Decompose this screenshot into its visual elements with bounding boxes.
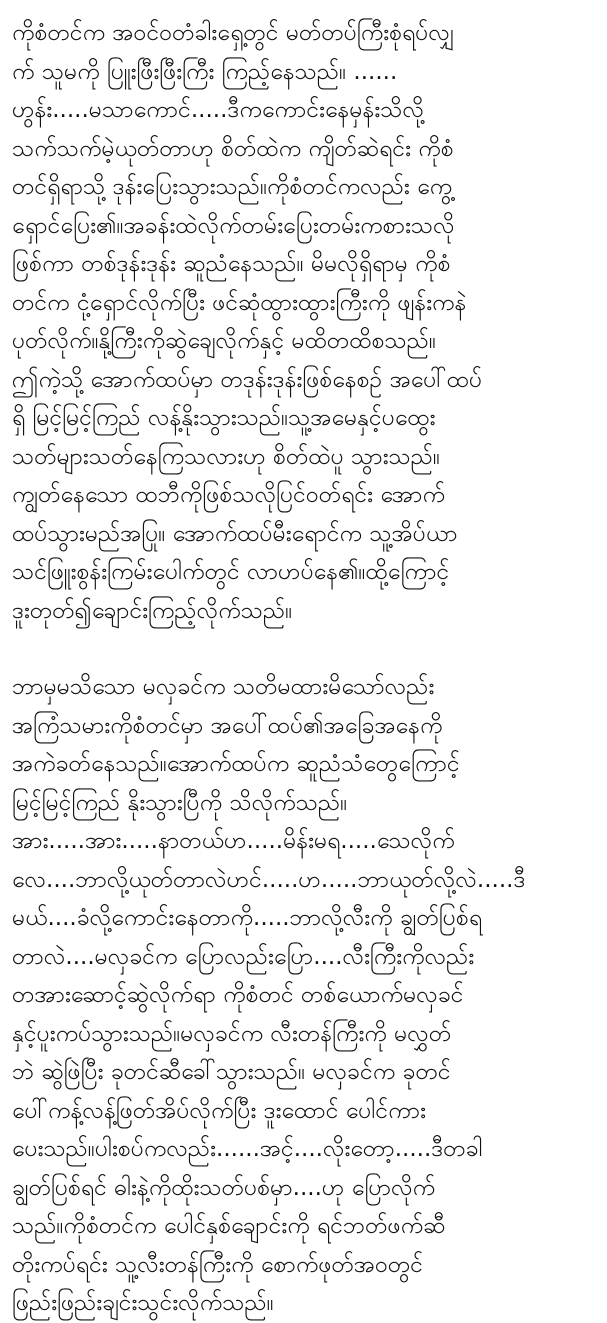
text-line: ဒူးတုတ်၍ချောင်းကြည့်လိုက်သည်။ — [12, 597, 293, 624]
text-line: လေ....ဘာလို့ယုတ်တာလဲဟင်.....ဟ.....ဘာယုတ်လို့လဲ.....ဒီ — [12, 866, 526, 893]
text-line: ထပ်သွားမည်အပြု။ အောက်ထပ်မီးရောင်က သူ့အိပ်ယာ — [12, 520, 458, 547]
paragraph-gap — [12, 630, 595, 668]
text-line: ပုတ်လိုက်။နို့ကြီးကိုဆွဲချေလိုက်နှင့် မထိတထိစသည်။ — [12, 328, 436, 354]
text-line: တင်က ငုံ့ရှောင်လိုက်ပြီး ဖင်ဆုံထွားထွားကြီးကို ဖျန်းကနဲ — [12, 289, 467, 316]
text-line: ရှောင်ပြေး၏။အခန်းထဲလိုက်တမ်းပြေးတမ်းကစားသလို — [12, 212, 455, 239]
text-line: မယ်....ခံလို့ကောင်းနေတာကို.....ဘာလို့လီးကို ချွတ်ပြစ်ရ — [12, 905, 483, 931]
text-line: က် သူမကို ပြူးဖြီးဖြီးကြီး ကြည့်နေသည်။ ...... — [12, 58, 398, 85]
text-line: ဖြည်းဖြည်းချင်းသွင်းလိုက်သည်။ — [12, 1290, 274, 1316]
text-line: မြင့်မြင့်ကြည် နိုးသွားပြီကို သိလိုက်သည်။ — [12, 789, 348, 816]
text-line: ဖြစ်ကာ တစ်ဒုန်းဒုန်း ဆူညံနေသည်။ မိမလိုရှိရာမှ ကိုစံ — [12, 251, 451, 277]
text-line: ရှိ မြင့်မြင့်ကြည် လန့်နိုးသွားသည်။သူ့အမေနှင့်ပထွေး — [12, 405, 436, 431]
text-line: ပေးသည်။ပါးစပ်ကလည်း......အင့်....လိုးတော့.....ဒီတခါ — [12, 1136, 483, 1162]
text-line: သက်သက်မဲ့ယုတ်တာဟု စိတ်ထဲက ကျိတ်ဆဲရင်း ကိုစံ — [12, 135, 454, 162]
text-line: အကြံသမားကိုစံတင်မှာ အပေါ်ထပ်၏အခြေအနေကို — [12, 712, 443, 739]
text-line: သတ်များသတ်နေကြသလားဟု စိတ်ထဲပူ သွားသည်။ — [12, 443, 440, 470]
text-line: အကဲခတ်နေသည်။အောက်ထပ်က ဆူညံသံတွေကြောင့် — [12, 751, 460, 777]
text-line: နှင့်ပူးကပ်သွားသည်။မလှခင်က လီးတန်ကြီးကို မလွှတ် — [12, 1020, 452, 1047]
text-line: ချွတ်ပြစ်ရင် ဓါးနဲ့ကိုထိုးသတ်ပစ်မှာ....ဟု ပြောလိုက် — [12, 1174, 436, 1201]
text-line: သင်ဖြူးစွန်းကြမ်းပေါက်တွင် လာဟပ်နေ၏။ထို့ကြောင့် — [12, 559, 450, 585]
text-line: သည်။ကိုစံတင်က ပေါင်နှစ်ချောင်းကို ရင်ဘတ်ဖက်ဆီ — [12, 1213, 446, 1239]
text-line: ဤကဲ့သို့ အောက်ထပ်မှာ တဒုန်းဒုန်းဖြစ်နေစဉ် အပေါ်ထပ် — [12, 366, 483, 393]
text-line: ကိုစံတင်က အဝင်ဝတံခါးရှေ့တွင် မတ်တပ်ကြီးစုံရပ်လျှ — [12, 20, 455, 46]
text-line: ဘာမှမသိသော မလှခင်က သတိမထားမိသော်လည်း — [12, 674, 435, 700]
text-line: ဘဲ ဆွဲဖြဲပြီး ခုတင်ဆီခေါ်သွားသည်။ မလှခင်က ခုတင် — [12, 1059, 451, 1085]
paragraph-1 — [12, 14, 595, 630]
text-line: ကျွတ်နေသော ထဘီကိုဖြစ်သလိုပြင်ဝတ်ရင်း အောက် — [12, 482, 445, 508]
text-line: အား.....အား.....နာတယ်ဟ.....မိန်းမရ.....သေလိုက် — [12, 828, 455, 854]
text-line: တာလဲ....မလှခင်က ပြောလည်းပြော....လီးကြီးကိုလည်း — [12, 943, 475, 970]
text-line: တင်ရှိရာသို့ ဒုန်းပြေးသွားသည်။ကိုစံတင်ကလည်း ကွေ့ — [12, 174, 453, 200]
text-line: တိုးကပ်ရင်း သူ့လီးတန်ကြီးကို စောက်ဖုတ်အဝတွင် — [12, 1251, 424, 1278]
text-line: ဟွန်း.....မသာကောင်.....ဒီကကောင်းနေမှန်းသိလို့ — [12, 97, 425, 123]
text-line: ပေါ်ကန့်လန့်ဖြတ်အိပ်လိုက်ပြီး ဒူးထောင် ပေါင်ကား — [12, 1097, 426, 1124]
paragraph-2 — [12, 668, 595, 1323]
text-line: တအားဆောင့်ဆွဲလိုက်ရာ ကိုစံတင် တစ်ယောက်မလှခင် — [12, 982, 464, 1008]
